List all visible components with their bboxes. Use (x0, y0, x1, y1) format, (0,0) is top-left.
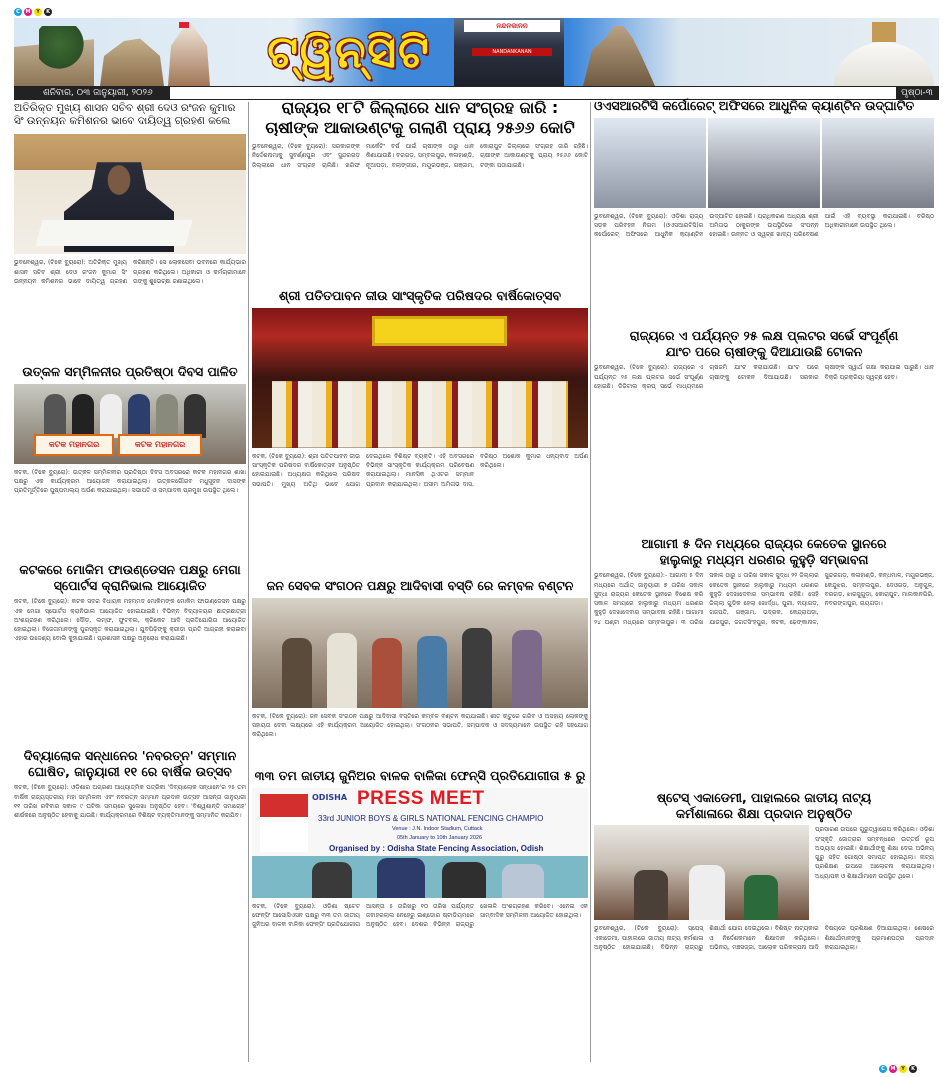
story-paddy-procurement (252, 98, 588, 286)
photo-press-meet (252, 788, 588, 898)
story-mokim-foundation (14, 562, 246, 744)
banner: କଟକ ମହାନଗର (118, 434, 202, 456)
column-rule (590, 102, 591, 1062)
story-body: କଟକ, (ଟିକେ ବ୍ୟୁରୋ): କଟକ ସଦର ବିଧାୟକ ମହମ୍ମଦ ମୋକିମଙ୍କ ମୋକିମ ଫାଉଣ୍ଡେସନ ପକ୍ଷରୁ ଏକ ମେଗା ସ୍ପୋର୍ଟସ କ୍ରାନିଭାଲ ଆୟୋଜିତ ହୋଇଯାଇଛି। ବିଭିନ୍ନ ବିଦ୍ୟାଳୟର ଛାତ୍ରଛାତ୍ରୀ ଅଂଶଗ୍ରହଣ କରିଥିଲେ। ଦୌଡ଼, ଲମ୍ଫ, ଫୁଟବଲ, କ୍ରିକେଟ ଆଦି ପ୍ରତିଯୋଗିତା ଆୟୋଜିତ ହୋଇଥିଲା। ବିଜେତାମାନଙ୍କୁ ପୁରସ୍କୃତ କରାଯାଇଥିଲା। ଯୁବପିଢ଼ିଙ୍କୁ କ୍ରୀଡ଼ା ପ୍ରତି ଆଗ୍ରହୀ କରାଇବା ଏହାର ଉଦ୍ଦେଶ୍ୟ ବୋଲି କୁହାଯାଇଛି। ପ୍ରଶାସନ ପକ୍ଷରୁ ଅନୁରୋଧ କରାଯାଇଛି। (14, 598, 246, 643)
headline: ଅତିରିକ୍ତ ମୁଖ୍ୟ ଶାସନ ସଚିବ ଶ୍ରୀ ଦେଓ ରଂଜନ କୁମାର ସିଂ ଉନ୍ନୟନ କମିଶନର ଭାବେ ଦାୟିତ୍ୱ ଗ୍ରହଣ କଲେ (14, 102, 236, 128)
masthead-title-box (249, 22, 449, 82)
cmyk-registration-marks (14, 8, 52, 16)
headline: ରାଜ୍ୟର ୧୮ଟି ଜିଲ୍ଲାରେ ଧାନ ସଂଗ୍ରହ ଜାରି : (281, 98, 559, 117)
story-utkal-sammilani (14, 364, 246, 559)
trees-image (39, 26, 89, 71)
banner: କଟକ ମହାନଗର (34, 434, 114, 456)
story-drama-workshop (594, 790, 934, 1060)
temple-image (92, 36, 172, 86)
masthead (14, 18, 939, 86)
banner-organiser: Organised by : Odisha State Fencing Association, Odish (329, 843, 544, 853)
temple-flag (179, 22, 189, 28)
headline: ଆଗାମୀ ୫ ଦିନ ମଧ୍ୟରେ ରାଜ୍ୟର କେତେକ ସ୍ଥାନରେ (641, 536, 887, 551)
cyan-dot: C (879, 1065, 887, 1073)
masthead-title: ଟ୍ୱିନ୍‌ସିଟି (267, 26, 431, 78)
page-number: ପୃଷ୍ଠା-୩ (896, 87, 938, 99)
banner-event: 33rd JUNIOR BOYS & GIRLS NATIONAL FENCING CHAMPIO (318, 813, 544, 823)
photo-rally (14, 384, 246, 464)
photo-blanket-distribution (252, 598, 588, 708)
column-rule (248, 102, 249, 1062)
headline: ଜନ ସେବକ ସଂଗଠନ ପକ୍ଷରୁ ଆଦିବାସୀ ବସ୍ତି ରେ କମ୍ବଳ ବଣ୍ଟନ (266, 578, 574, 593)
black-dot: K (44, 8, 52, 16)
story-fencing-championship (252, 768, 588, 1060)
issue-date: ଶନିବାର, ୦୩ ଜାନୁୟାରୀ, ୨୦୨୬ (15, 87, 170, 99)
story-blanket-distribution (252, 578, 588, 766)
story-fog-forecast (594, 536, 934, 786)
photo-official-signing (14, 134, 246, 254)
story-body: କଟକ, (ଟିକେ ବ୍ୟୁରୋ): ଉତ୍କଳ ସମ୍ମିଳନୀର ପ୍ରତିଷ୍ଠା ଦିବସ ଅବସରରେ କଟକ ମହାନଗର ଶାଖା ପକ୍ଷରୁ ଏକ କାର୍ଯ୍ୟକ୍ରମ ଆୟୋଜନ କରାଯାଇଥିଲା। ଉତ୍କଳଗୌରବ ମଧୁସୂଦନ ଦାସଙ୍କ ପ୍ରତିମୂର୍ତ୍ତିରେ ପୁଷ୍ପମାଲ୍ୟ ଅର୍ପଣ କରାଯାଇଥିଲା। ସଭାପତି ଓ ସମ୍ପାଦକ ପ୍ରମୁଖ ଉପସ୍ଥିତ ଥିଲେ। (14, 468, 246, 495)
banner-org: ODISHA (312, 792, 348, 802)
fencer-image (260, 794, 308, 852)
yellow-dot: Y (899, 1065, 907, 1073)
headline: କଟକରେ ମୋକିମ ଫାଉଣ୍ଡେସନ ପକ୍ଷରୁ ମେଗା ସ୍ପୋର୍ଟସ କ୍ରାନିଭାଲ ଆୟୋଜିତ (19, 562, 241, 593)
nandankanan-sign: ନନ୍ଦନକାନନ (464, 20, 560, 32)
story-body: କଟକ, (ଟିକେ ବ୍ୟୁରୋ): ଶ୍ରୀ ପତିତପାବନ ଜୀଉ ସାଂସ୍କୃତିକ ପରିଷଦର ବାର୍ଷିକୋତ୍ସବ ଅନୁଷ୍ଠିତ ହୋଇଯାଇଛି। ଅଧ୍ୟକ୍ଷତା କରିଥିଲେ ପରିଷଦ ସଭାପତି। ମୁଖ୍ୟ ଅତିଥି ଭାବେ ଯୋଗ ଦେଇଥିଲେ ବିଶିଷ୍ଟ ବ୍ୟକ୍ତି। ଏହି ଅବସରରେ ବିଭିନ୍ନ ସାଂସ୍କୃତିକ କାର୍ଯ୍ୟକ୍ରମ ପରିବେଷଣ କରାଯାଇଥିଲା। ମାନସିକ ଥିଏଟର ସମ୍ମାନ ପ୍ରଦାନ କରାଯାଇଥିଲା। ଅସୀମ ଅମିତାଭ ଦାସ, ବରିଷ୍ଠ ଅଶୋକ କୁମାର ଧନ୍ୟବାଦ ଅର୍ପଣ କରିଥିଲେ। (252, 452, 588, 488)
story-body-side: ପ୍ରସାରଣ ଉପରେ ଗୁରୁତ୍ୱାରୋପ କରିଥିଲେ। ଓଡ଼ିଶା ସଂସ୍କୃତି ଜୋତ୍ରାର ସମ୍ବନ୍ଧରେ ଉତ୍ତର୍ଷ ରୂପ ଅଭ୍ୟାସ ହୋଇଛି। ଶିକ୍ଷାର୍ଥୀଙ୍କୁ ଶିକ୍ଷା ଦେଇ ଅଭିନୟ ଗୁରୁ ସହିତ ଗୋଷ୍ଠୀ ସମାପ୍ତ ହୋଇଥିଲା। ନାଟ୍ୟ ପ୍ରଶିକ୍ଷଣ ଉପରେ ଆଲୋଚନା କରାଯାଇଥିଲା। ଅଧ୍ୟାପକ ଓ ଶିକ୍ଷାର୍ଥୀମାନେ ଉପସ୍ଥିତ ଥିଲେ। (815, 826, 934, 880)
headline: ଓଏସଆରଟିସି କର୍ପୋରେଟ୍ ଅଫିସରେ ଆଧୁନିକ କ୍ୟାଣ୍ଟିନ ଉଦ୍‌ଘାଟିତ (594, 98, 915, 113)
pagoda-top (872, 22, 896, 42)
nandankanan-gate-sign: NANDANKANAN (472, 48, 552, 56)
story-body: ଭୁବନେଶ୍ୱର, (ଟିକେ ବ୍ୟୁରୋ): ସରକାରଙ୍କ ନିର୍ଦ୍ଦେଶନାମାକୁ ସୁବର୍ଣ୍ଣପୁର ଏବଂ ସୁନ୍ଦରଗଡ଼ ଜିଲ୍ଲାରେ ଧାନ ସଂଗ୍ରହ ଚାଲିଛି। ଖରିଫ ମାର୍କେଟିଂ ବର୍ଷ ପାଇଁ ଚାଷୀଙ୍କ ଠାରୁ ଧାନ କିଣାଯାଉଛି। ବରଗଡ଼, ସମ୍ବଲପୁର, କଳାହାଣ୍ଡି, ନୂଆପଡ଼ା, ବଲାଙ୍ଗୀର, ମୟୂରଭଞ୍ଜ, ଗଞ୍ଜାମ, କୋରାପୁଟ ଜିଲ୍ଲାରେ ସଂଗ୍ରହ ଜାରି ରହିଛି। ଚାଷୀଙ୍କ ଆକାଉଣ୍ଟକୁ ପ୍ରାୟ ୨୫୬୬ କୋଟି ଟଙ୍କା ପଠାଯାଇଛି। (252, 143, 588, 169)
story-deo-ranjan (14, 102, 246, 362)
story-body: ଭୁବନେଶ୍ୱର, (ଟିକେ ବ୍ୟୁରୋ): ସ୍ପେସ୍ ଏକାଡେମୀ, ପାହାଲରେ ଜାତୀୟ ନାଟ୍ୟ କର୍ମଶାଳା ଅନୁଷ୍ଠିତ ହୋଇଯାଇଛି। ବିଭିନ୍ନ ରାଜ୍ୟରୁ ଶିକ୍ଷାର୍ଥୀ ଯୋଗ ଦେଇଥିଲେ। ବିଶିଷ୍ଟ ନାଟ୍ୟକାର ଓ ନିର୍ଦ୍ଦେଶକମାନେ ଶିକ୍ଷାଦାନ କରିଥିଲେ। ଅଭିନୟ, ମଞ୍ଚସଜ୍ଜା, ଆଲୋକ ପରିକଳ୍ପନା ଆଦି ବିଷୟରେ ପ୍ରଶିକ୍ଷଣ ଦିଆଯାଇଥିଲା। ଶେଷରେ ଶିକ୍ଷାର୍ଥୀମାନଙ୍କୁ ପ୍ରମାଣପତ୍ର ପ୍ରଦାନ କରାଯାଇଥିଲା। (594, 925, 934, 951)
headline: ୩୩ ତମ ଜାତୀୟ ଜୁନିଅର ବାଳକ ବାଳିକା ଫେନ୍ସି ପ୍ରତିଯୋଗୀତା ୫ ରୁ (254, 768, 586, 783)
subheadline: ଯାଂଚ ପରେ ଚାଷୀଙ୍କୁ ଦିଆଯାଉଛି ଟୋକନ (665, 343, 863, 359)
banner-title: PRESS MEET (357, 787, 485, 809)
magenta-dot: M (25, 9, 31, 15)
magenta-dot: M (890, 1066, 896, 1072)
subheadline: କର୍ମଶାଳାରେ ଶିକ୍ଷା ପ୍ରଦାନ ଅନୁଷ୍ଠିତ (675, 805, 853, 821)
headline: ଶ୍ରୀ ପତିତପାବନ ଜୀଉ ସାଂସ୍କୃତିକ ପରିଷଦର ବାର୍ଷିକୋତ୍ସବ (279, 288, 561, 303)
yellow-dot: Y (34, 8, 42, 16)
headline: ଷ୍ଟେସ୍ ଏକାଡେମୀ, ପାହାଲରେ ଜାତୀୟ ନାଟ୍ୟ (656, 790, 872, 805)
photo-canteen-inauguration (594, 118, 934, 208)
story-dibyalok (14, 748, 246, 1058)
story-body: କଟକ, (ଟିକେ ବ୍ୟୁରୋ): ଓଡ଼ିଶା ଷ୍ଟେଟ ଫେନ୍ସିଂ ଆସୋସିଏସନ ପକ୍ଷରୁ ୩୩ ତମ ଜାତୀୟ ଜୁନିଅର ବାଳକ ବାଳିକା ଫେନ୍ସିଂ ପ୍ରତିଯୋଗୀତା ଆସନ୍ତା ୫ ତାରିଖରୁ ୧୦ ତାରିଖ ପର୍ଯ୍ୟନ୍ତ ଜବାହରଲାଲ ନେହେରୁ ଇଣ୍ଡୋର ଷ୍ଟାଡିୟମରେ ଅନୁଷ୍ଠିତ ହେବ। ଦେଶର ବିଭିନ୍ନ ରାଜ୍ୟରୁ ଖେଳାଳି ଅଂଶଗ୍ରହଣ କରିବେ। ଏନେଇ ଏକ ସାମ୍ବାଦିକ ସମ୍ମିଳନୀ ଆୟୋଜିତ ହୋଇଥିଲା। (252, 902, 588, 929)
story-body: ଭୁବନେଶ୍ୱର, (ଟିକେ ବ୍ୟୁରୋ): ଅତିରିକ୍ତ ମୁଖ୍ୟ ଶାସନ ସଚିବ ଶ୍ରୀ ଦେଓ ରଂଜନ କୁମାର ସିଂ ଉନ୍ନୟନ କମିଶନର ଭାବେ ଦାୟିତ୍ୱ ଗ୍ରହଣ କରିଛନ୍ତି। ସେ ଲୋକସେବା ଭବନରେ କାର୍ଯ୍ୟଭାର ଗ୍ରହଣ କରିଥିଲେ। ଅଧିକାରୀ ଓ କର୍ମଚାରୀମାନେ ତାଙ୍କୁ ଶୁଭେଚ୍ଛା ଜଣାଇଥିଲେ। (14, 259, 246, 285)
photo-drama-workshop (594, 825, 809, 920)
headline: ଉତ୍କଳ ସମ୍ମିଳନୀର ପ୍ରତିଷ୍ଠା ଦିବସ ପାଳିତ (22, 364, 238, 379)
subheadline: ହାଲୁକାରୁ ମଧ୍ୟମ ଧରଣର କୁହୁଡ଼ି ସମ୍ଭାବନା (659, 551, 869, 567)
story-osrtc-canteen (594, 98, 934, 326)
story-crop-survey (594, 328, 934, 534)
jagannath-temple-image (159, 24, 219, 86)
black-dot: K (909, 1065, 917, 1073)
story-body: କଟକ, (ଟିକେ ବ୍ୟୁରୋ): ଓଡ଼ିଶାର ଅଗ୍ରଣୀ ଆଧ୍ୟାତ୍ମିକ ପତ୍ରିକା 'ଦିବ୍ୟାଲୋକ ସନ୍ଧାନେ'ର ୨୫ ତମ ବାର୍ଷିକ ରାଜ୍ୟସ୍ତରୀୟ ମହା ସମ୍ମିଳନୀ ଏବଂ ନବରତ୍ନ ସମ୍ମାନ ପ୍ରଦାନ ଉତ୍ସବ ଆସନ୍ତା ଜାନୁୟାରୀ ୧୧ ତାରିଖ ରବିବାର ସକାଳ ୯ ଘଟିକା ସମୟରେ ସୁଲେଖା ଅନୁଷ୍ଠିତ ହେବ। 'ବିଶ୍ୱଶାନ୍ତି ସମାରୋହ' ଶୀର୍ଷକରେ ଅନୁଷ୍ଠିତ ହେବାକୁ ଯାଉଛି। କାର୍ଯ୍ୟକ୍ରମରେ ବିଶିଷ୍ଟ ବ୍ୟକ୍ତିମାନଙ୍କୁ ସମ୍ମାନିତ କରାଯିବ। (14, 784, 246, 820)
cmyk-registration-marks-bottom (879, 1065, 917, 1073)
banner-dates: 05th January to 10th January 2026 (397, 834, 483, 841)
photo-stage-felicitation (252, 308, 588, 448)
headline: ଦିବ୍ୟାଲୋକ ସନ୍ଧାନେର 'ନବରତ୍ନ' ସମ୍ମାନ ଘୋଷିତ, ଜାନୁୟାରୀ ୧୧ ରେ ବାର୍ଷିକ ଉତ୍ସବ (23, 748, 237, 779)
banner-venue: Venue : J.N. Indoor Stadium, Cuttack (392, 825, 483, 832)
story-patitapaban (252, 288, 588, 576)
story-body: ଭୁବନେଶ୍ୱର, (ଟିକେ ବ୍ୟୁରୋ):- ଆଗାମୀ ୫ ଦିନ ମଧ୍ୟରେ ଅର୍ଥାତ୍ ଜାନୁୟାରୀ ୭ ତାରିଖ ସକାଳ ସୁଦ୍ଧା ରାଜ୍ୟର କେତେକ ସ୍ଥାନରେ ବିଶେଷ କରି ସକାଳ ସମୟରେ ହାଲୁକାରୁ ମଧ୍ୟମ ଧରଣର କୁହୁଡ଼ି ଦେଖାଦେବାର ସମ୍ଭାବନା ରହିଛି। ଆଗାମୀ ୨୪ ଘଣ୍ଟା ମଧ୍ୟରେ ସମ୍ବଲପୁର। ୩ ତାରିଖ ସକାଳ ଠାରୁ ୪ ତାରିଖ ସକାଳ ସୁଦ୍ଧା ୨୨ ଜିଲ୍ଲାର କେତେକ ସ୍ଥାନରେ ହାଲୁକାରୁ ମଧ୍ୟମ ଧରଣର କୁହୁଡ଼ି ଦେଖାଦେବାର ସମ୍ଭାବନା ରହିଛି। ସେହି ଜିଲ୍ଲା ଗୁଡିକ ହେଲା ଖୋର୍ଦ୍ଧା, ପୁରୀ, ନୟାଗଡ଼, ଗଜପତି, ଗଞ୍ଜାମ, ଭଦ୍ରକ, କେନ୍ଦ୍ରାପଡ଼ା, ଯାଜପୁର, ଜଗତସିଂହପୁର, କଟକ, ଢେଙ୍କାନାଳ, ସୁନ୍ଦରଗଡ଼, କଳାହାଣ୍ଡି, କନ୍ଧମାଳ, ମୟୂରଭଞ୍ଜ, କେନ୍ଦୁଝର, ସମ୍ବଲପୁର, ଦେଓଗଡ଼, ଅନୁଗୁଳ, ବରଗଡ଼, ଝାରସୁଗୁଡ଼ା, କୋରାପୁଟ, ମାଲକାନଗିରି, ନବରଙ୍ଗପୁର, ରାୟଗଡ଼ା। (594, 572, 934, 626)
headline: ରାଜ୍ୟରେ ଏ ପର୍ଯ୍ୟନ୍ତ ୨୫ ଲକ୍ଷ ପ୍ଲଟର ସର୍ଭେ ସଂପୂର୍ଣ୍ଣ (629, 328, 899, 343)
subheadline: ଚାଷୀଙ୍କ ଆକାଉଣ୍ଟକୁ ଗଲାଣି ପ୍ରାୟ ୨୫୬୬ କୋଟି (265, 118, 575, 137)
story-body: ଭୁବନେଶ୍ୱର, (ଟିକେ ବ୍ୟୁରୋ): ରାଜ୍ୟରେ ଏ ପର୍ଯ୍ୟନ୍ତ ୨୫ ଲକ୍ଷ ପ୍ଲଟର ସର୍ଭେ ସଂପୂର୍ଣ୍ଣ ହୋଇଛି। ଡିଜିଟାଲ କ୍ରପ୍ ସର୍ଭେ ମାଧ୍ୟମରେ ଚାଷଜମି ଯାଂଚ କରାଯାଉଛି। ଯାଂଚ ପରେ ଚାଷୀଙ୍କୁ ଟୋକନ ଦିଆଯାଉଛି। ସରକାର ଚାଷୀଙ୍କ ସ୍ୱାର୍ଥ ରକ୍ଷା କରାଯାଇ ପାରୁଛି। ଧାନ ବିକ୍ରି ପ୍ରକ୍ରିୟା ସ୍ୱଚ୍ଛ ହେବ। (594, 364, 934, 390)
story-body: ଭୁବନେଶ୍ୱର, (ଟିକେ ବ୍ୟୁରୋ): ଓଡ଼ିଶା ରାଜ୍ୟ ସଡ଼କ ପରିବହନ ନିଗମ (ଓଏସଆରଟିସି)ର କର୍ପୋରେଟ୍ ଅଫିସରେ ଆଧୁନିକ କ୍ୟାଣ୍ଟିନ ଉଦ୍‌ଘାଟିତ ହୋଇଛି। ପ୍ରାଧିକରଣ ଅଧ୍ୟକ୍ଷ ଶ୍ରୀ ଅମିତାଭ ଠାକୁରଙ୍କ ଉପସ୍ଥିତିରେ ସଂପନ୍ନ ହୋଇଛି। ଉନ୍ନତ ଓ ସ୍ୱଚ୍ଛ ଖାଦ୍ୟ ପରିବେଷଣ ପାଇଁ ଏହି ବ୍ୟବସ୍ଥା କରାଯାଇଛି। ବରିଷ୍ଠ ଅଧିକାରୀମାନେ ଉପସ୍ଥିତ ଥିଲେ। (594, 212, 934, 239)
story-body: କଟକ, (ଟିକେ ବ୍ୟୁରୋ): ଜନ ସେବକ ସଂଗଠନ ପକ୍ଷରୁ ଆଦିବାସୀ ବସ୍ତିରେ କମ୍ବଳ ବଣ୍ଟନ କରାଯାଇଛି। ଶୀତ ଋତୁରେ ଗରିବ ଓ ଅସହାୟ ଲୋକଙ୍କୁ ସହାୟତା ଦେବା ଲକ୍ଷ୍ୟରେ ଏହି କାର୍ଯ୍ୟକ୍ରମ ଆୟୋଜିତ ହୋଇଥିଲା। ସଂଗଠନର ସଭାପତି, ସମ୍ପାଦକ ଓ ସଦସ୍ୟମାନେ ଉପସ୍ଥିତ ରହି ସହଯୋଗ କରିଥିଲେ। (252, 712, 588, 739)
press-meet-banner (252, 788, 588, 856)
cyan-dot: C (14, 8, 22, 16)
lingaraj-temple-image (574, 26, 664, 86)
